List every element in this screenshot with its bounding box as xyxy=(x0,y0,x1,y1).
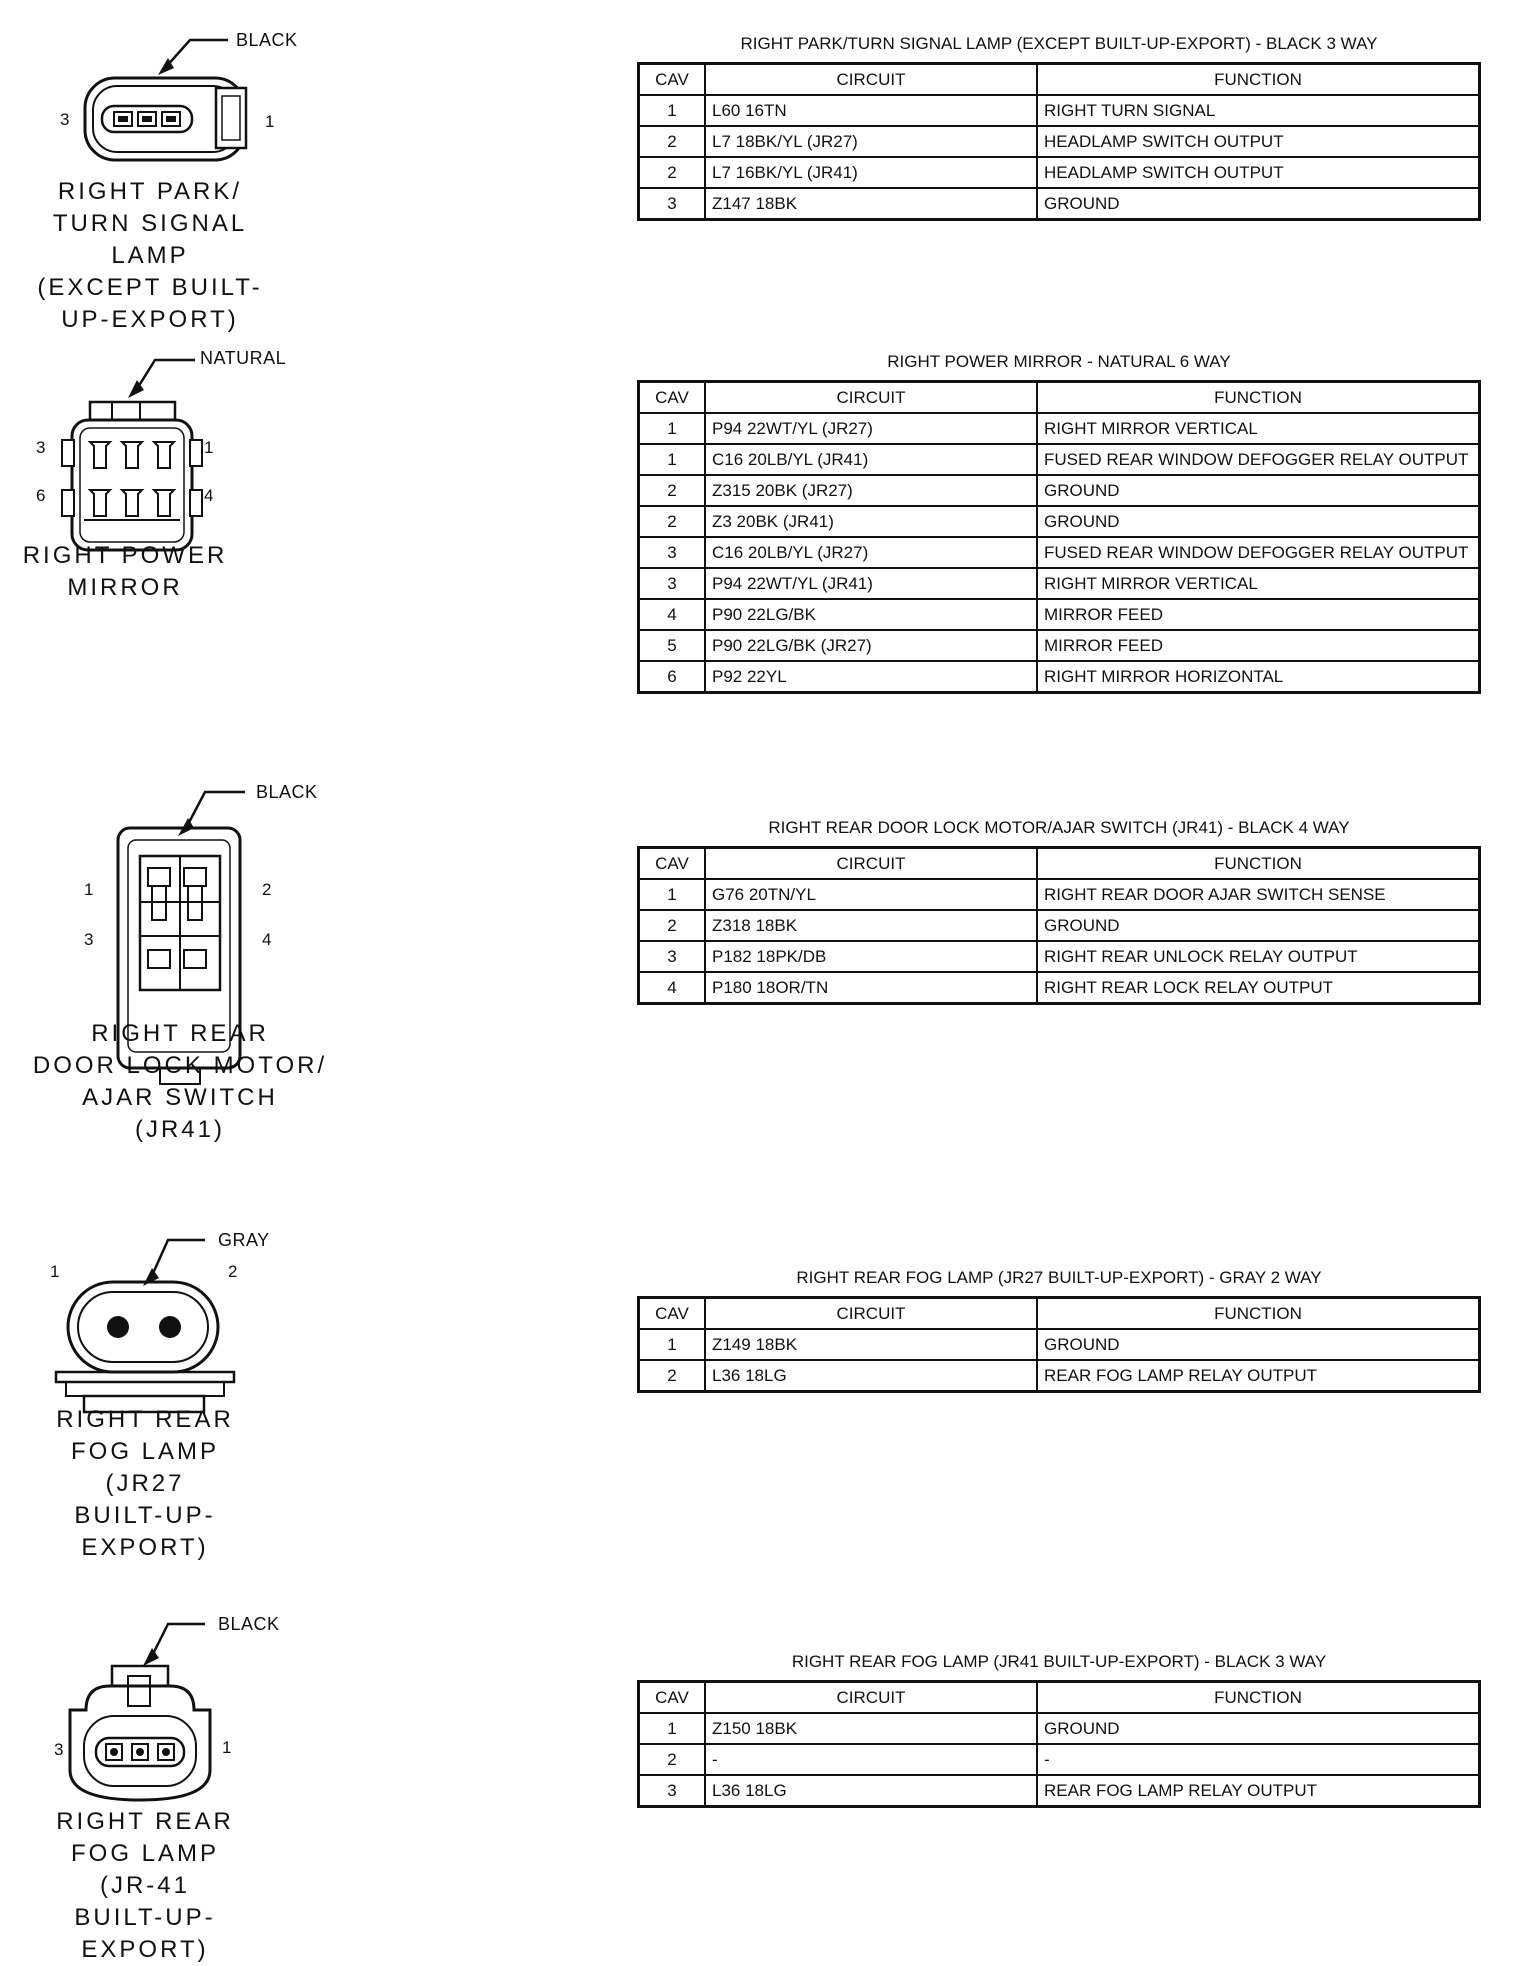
table-header-row xyxy=(639,382,1480,414)
pin-number: 4 xyxy=(262,930,272,949)
header-function: FUNCTION xyxy=(1037,64,1480,96)
cav-cell: 3 xyxy=(639,941,706,972)
circuit-cell: Z147 18BK xyxy=(705,188,1037,220)
cav-cell: 1 xyxy=(639,1713,706,1744)
connector-color-label: GRAY xyxy=(218,1230,270,1250)
cav-cell: 1 xyxy=(639,879,706,910)
pinout-table-power-mirror xyxy=(637,380,1481,694)
cav-cell: 1 xyxy=(639,444,706,475)
table-row xyxy=(639,972,1480,1004)
circuit-cell: Z150 18BK xyxy=(705,1713,1037,1744)
cav-cell: 2 xyxy=(639,506,706,537)
table-header-row xyxy=(639,1682,1480,1714)
header-cav: CAV xyxy=(639,1682,706,1714)
header-circuit: CIRCUIT xyxy=(705,848,1037,880)
circuit-cell: Z318 18BK xyxy=(705,910,1037,941)
function-cell: REAR FOG LAMP RELAY OUTPUT xyxy=(1037,1360,1480,1392)
header-circuit: CIRCUIT xyxy=(705,382,1037,414)
cav-cell: 3 xyxy=(639,1775,706,1807)
connector-color-label: BLACK xyxy=(236,30,298,50)
circuit-cell: L60 16TN xyxy=(705,95,1037,126)
circuit-cell: P182 18PK/DB xyxy=(705,941,1037,972)
table-row xyxy=(639,941,1480,972)
pinout-table-park-turn xyxy=(637,62,1481,221)
table-header-row xyxy=(639,64,1480,96)
table-row xyxy=(639,568,1480,599)
header-circuit: CIRCUIT xyxy=(705,64,1037,96)
function-cell: FUSED REAR WINDOW DEFOGGER RELAY OUTPUT xyxy=(1037,444,1480,475)
connector-color-label: BLACK xyxy=(218,1614,280,1634)
table-row xyxy=(639,475,1480,506)
function-cell: GROUND xyxy=(1037,188,1480,220)
table-row xyxy=(639,661,1480,693)
function-cell: RIGHT MIRROR VERTICAL xyxy=(1037,568,1480,599)
pinout-table-fog-jr41 xyxy=(637,1680,1481,1808)
connector-color-label: BLACK xyxy=(256,782,318,802)
header-circuit: CIRCUIT xyxy=(705,1682,1037,1714)
cav-cell: 5 xyxy=(639,630,706,661)
pin-number: 1 xyxy=(265,112,275,131)
connector-label: RIGHT REAR DOOR LOCK MOTOR/ AJAR SWITCH (JR41) xyxy=(32,1020,328,1143)
circuit-cell: Z149 18BK xyxy=(705,1329,1037,1360)
cav-cell: 1 xyxy=(639,413,706,444)
circuit-cell: - xyxy=(705,1744,1037,1775)
function-cell: MIRROR FEED xyxy=(1037,630,1480,661)
function-cell: RIGHT REAR UNLOCK RELAY OUTPUT xyxy=(1037,941,1480,972)
cav-cell: 2 xyxy=(639,126,706,157)
pin-number: 1 xyxy=(204,438,214,457)
cav-cell: 2 xyxy=(639,475,706,506)
pinout-table-door-lock xyxy=(637,846,1481,1005)
table-row xyxy=(639,126,1480,157)
cav-cell: 6 xyxy=(639,661,706,693)
circuit-cell: L7 18BK/YL (JR27) xyxy=(705,126,1037,157)
header-function: FUNCTION xyxy=(1037,848,1480,880)
function-cell: GROUND xyxy=(1037,506,1480,537)
circuit-cell: P92 22YL xyxy=(705,661,1037,693)
function-cell: HEADLAMP SWITCH OUTPUT xyxy=(1037,126,1480,157)
cav-cell: 3 xyxy=(639,188,706,220)
table-row xyxy=(639,1329,1480,1360)
circuit-cell: G76 20TN/YL xyxy=(705,879,1037,910)
cav-cell: 1 xyxy=(639,1329,706,1360)
pinout-table-fog-jr27 xyxy=(637,1296,1481,1393)
circuit-cell: P90 22LG/BK xyxy=(705,599,1037,630)
pin-number: 3 xyxy=(60,110,70,129)
circuit-cell: L36 18LG xyxy=(705,1360,1037,1392)
pin-number: 3 xyxy=(54,1740,64,1759)
cav-cell: 3 xyxy=(639,568,706,599)
circuit-cell: L7 16BK/YL (JR41) xyxy=(705,157,1037,188)
table-row xyxy=(639,879,1480,910)
table-title: RIGHT REAR FOG LAMP (JR41 BUILT-UP-EXPORT) - BLACK 3 WAY xyxy=(791,1652,1327,1671)
header-function: FUNCTION xyxy=(1037,1298,1480,1330)
function-cell: FUSED REAR WINDOW DEFOGGER RELAY OUTPUT xyxy=(1037,537,1480,568)
table-row xyxy=(639,537,1480,568)
connector-color-label: NATURAL xyxy=(200,348,287,368)
table-row xyxy=(639,1775,1480,1807)
header-cav: CAV xyxy=(639,382,706,414)
cav-cell: 2 xyxy=(639,1360,706,1392)
circuit-cell: P180 18OR/TN xyxy=(705,972,1037,1004)
connector-label: RIGHT PARK/ TURN SIGNAL LAMP (EXCEPT BUILT- UP-EXPORT) xyxy=(37,178,263,333)
table-header-row xyxy=(639,848,1480,880)
function-cell: MIRROR FEED xyxy=(1037,599,1480,630)
table-title: RIGHT REAR FOG LAMP (JR27 BUILT-UP-EXPORT) - GRAY 2 WAY xyxy=(796,1268,1322,1287)
table-row xyxy=(639,444,1480,475)
pin-number: 4 xyxy=(204,486,214,505)
table-title: RIGHT REAR DOOR LOCK MOTOR/AJAR SWITCH (JR41) - BLACK 4 WAY xyxy=(768,818,1350,837)
function-cell: RIGHT MIRROR VERTICAL xyxy=(1037,413,1480,444)
function-cell: GROUND xyxy=(1037,475,1480,506)
cav-cell: 4 xyxy=(639,972,706,1004)
cav-cell: 2 xyxy=(639,910,706,941)
cav-cell: 2 xyxy=(639,1744,706,1775)
circuit-cell: P90 22LG/BK (JR27) xyxy=(705,630,1037,661)
table-row xyxy=(639,1360,1480,1392)
cav-cell: 2 xyxy=(639,157,706,188)
connector-label: RIGHT POWER MIRROR xyxy=(22,542,228,601)
pin-number: 1 xyxy=(84,880,94,899)
connector-diagram-fog-jr27 xyxy=(0,1220,320,1561)
table-header-row xyxy=(639,1298,1480,1330)
table-row xyxy=(639,910,1480,941)
table-row xyxy=(639,157,1480,188)
circuit-cell: P94 22WT/YL (JR41) xyxy=(705,568,1037,599)
table-row xyxy=(639,630,1480,661)
pin-number: 2 xyxy=(262,880,272,899)
pin-number: 6 xyxy=(36,486,46,505)
cav-cell: 4 xyxy=(639,599,706,630)
circuit-cell: P94 22WT/YL (JR27) xyxy=(705,413,1037,444)
header-cav: CAV xyxy=(639,1298,706,1330)
function-cell: GROUND xyxy=(1037,910,1480,941)
function-cell: RIGHT REAR LOCK RELAY OUTPUT xyxy=(1037,972,1480,1004)
connector-label: RIGHT REAR FOG LAMP (JR-41 BUILT-UP-EXPORT) xyxy=(56,1808,234,1963)
header-function: FUNCTION xyxy=(1037,382,1480,414)
pin-number: 3 xyxy=(84,930,94,949)
function-cell: GROUND xyxy=(1037,1713,1480,1744)
connector-diagram-fog-jr41 xyxy=(0,1600,320,1963)
table-row xyxy=(639,1713,1480,1744)
circuit-cell: L36 18LG xyxy=(705,1775,1037,1807)
circuit-cell: Z315 20BK (JR27) xyxy=(705,475,1037,506)
header-cav: CAV xyxy=(639,64,706,96)
pin-number: 3 xyxy=(36,438,46,457)
function-cell: RIGHT MIRROR HORIZONTAL xyxy=(1037,661,1480,693)
connector-label: RIGHT REAR FOG LAMP (JR27 BUILT-UP-EXPORT) xyxy=(56,1406,234,1561)
header-function: FUNCTION xyxy=(1037,1682,1480,1714)
pin-number: 2 xyxy=(228,1262,238,1281)
table-title: RIGHT POWER MIRROR - NATURAL 6 WAY xyxy=(887,352,1231,371)
function-cell: RIGHT REAR DOOR AJAR SWITCH SENSE xyxy=(1037,879,1480,910)
circuit-cell: Z3 20BK (JR41) xyxy=(705,506,1037,537)
header-circuit: CIRCUIT xyxy=(705,1298,1037,1330)
function-cell: HEADLAMP SWITCH OUTPUT xyxy=(1037,157,1480,188)
table-title: RIGHT PARK/TURN SIGNAL LAMP (EXCEPT BUILT-UP-EXPORT) - BLACK 3 WAY xyxy=(740,34,1378,53)
function-cell: GROUND xyxy=(1037,1329,1480,1360)
connector-diagram-door-lock xyxy=(0,770,340,1170)
pin-number: 1 xyxy=(222,1738,232,1757)
table-row xyxy=(639,1744,1480,1775)
function-cell: REAR FOG LAMP RELAY OUTPUT xyxy=(1037,1775,1480,1807)
pin-number: 1 xyxy=(50,1262,60,1281)
table-row xyxy=(639,95,1480,126)
cav-cell: 1 xyxy=(639,95,706,126)
connector-diagram-power-mirror xyxy=(0,330,320,610)
circuit-cell: C16 20LB/YL (JR41) xyxy=(705,444,1037,475)
cav-cell: 3 xyxy=(639,537,706,568)
function-cell: RIGHT TURN SIGNAL xyxy=(1037,95,1480,126)
table-row xyxy=(639,506,1480,537)
function-cell: - xyxy=(1037,1744,1480,1775)
header-cav: CAV xyxy=(639,848,706,880)
table-row xyxy=(639,413,1480,444)
table-row xyxy=(639,599,1480,630)
circuit-cell: C16 20LB/YL (JR27) xyxy=(705,537,1037,568)
connector-diagram-park-turn xyxy=(0,0,320,333)
table-row xyxy=(639,188,1480,220)
